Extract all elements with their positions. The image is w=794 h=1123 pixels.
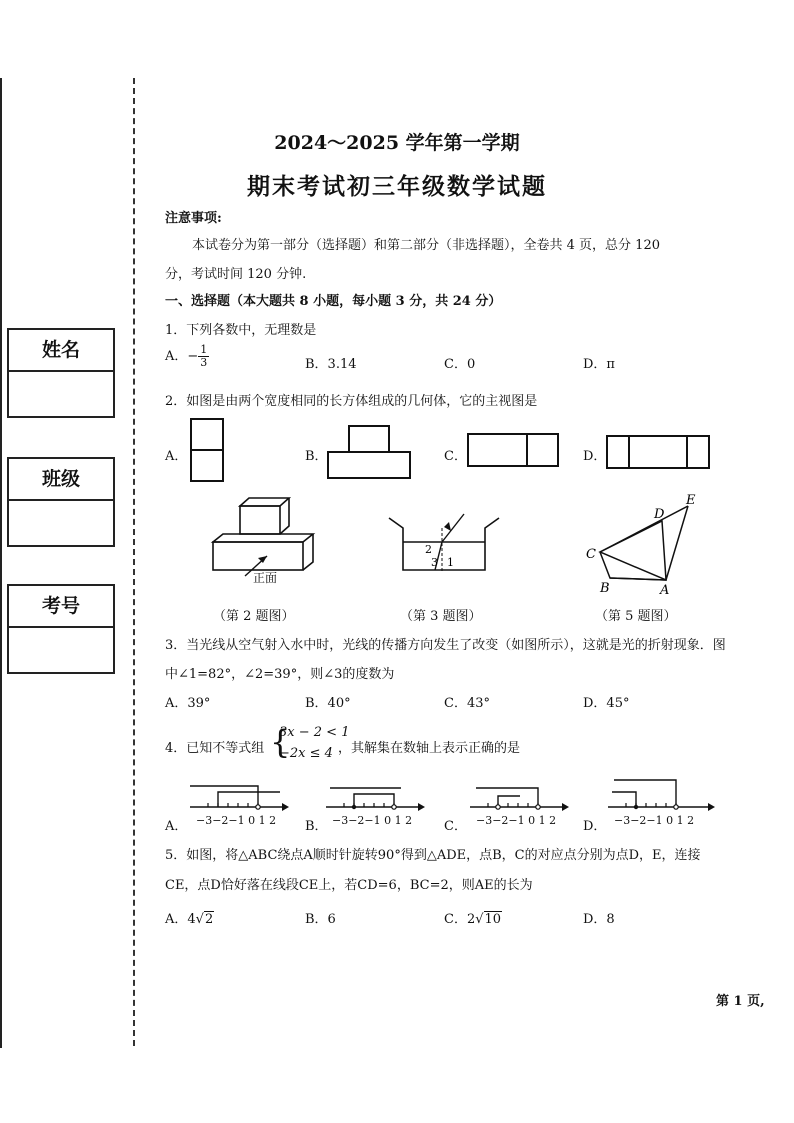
q4-option-b-label: B． <box>305 819 328 834</box>
q3-stem-line-2: 中∠1=82°，∠2=39°，则∠3的度数为 <box>165 667 395 682</box>
q5-option-b: B．6 <box>305 912 336 927</box>
q2-stem: 2．如图是由两个宽度相同的长方体组成的几何体，它的主视图是 <box>165 394 538 409</box>
figure-5-point-c: C <box>586 547 596 562</box>
q3-option-d: D．45° <box>583 696 630 711</box>
q4-option-a-label: A． <box>165 819 188 834</box>
q1-option-a-fraction <box>198 344 209 369</box>
q5-option-d: D．8 <box>583 912 615 927</box>
q3-option-b: B．40° <box>305 696 351 711</box>
binding-dashed-line <box>133 78 135 1046</box>
class-field-box[interactable] <box>7 457 115 547</box>
q2-option-a-label: A． <box>165 449 188 464</box>
figure-5-triangles <box>580 493 710 598</box>
figure-5-point-d: D <box>654 507 665 522</box>
notice-heading: 注意事项: <box>165 211 222 226</box>
q2-option-b-figure <box>327 425 413 481</box>
figure-3-angle-2-label: 2 <box>425 543 432 556</box>
q4-option-a-ticks: −3−2−1 0 1 2 <box>196 814 277 827</box>
q1-option-a-sign: − <box>187 349 199 364</box>
exam-number-field-box[interactable] <box>7 584 115 674</box>
q2-option-c-figure <box>467 433 561 469</box>
page-number: 第 1 页, <box>716 994 765 1009</box>
q5-option-c-label: C． <box>444 912 467 927</box>
q3-option-c: C．43° <box>444 696 490 711</box>
q5-stem-line-2: CE，点D恰好落在线段CE上，若CD=6，BC=2，则AE的长为 <box>165 878 533 893</box>
q4-option-a-numberline <box>190 780 290 810</box>
q3-stem-line-1: 3．当光线从空气射入水中时，光线的传播方向发生了改变（如图所示），这就是光的折射现象．图 <box>165 638 726 653</box>
figure-5-point-b: B <box>600 581 610 596</box>
q4-inequality-2: −2x ≤ 4 <box>279 746 333 761</box>
figure-3-angle-1-label: 1 <box>447 556 454 569</box>
name-field-label: 姓名 <box>9 330 113 372</box>
q4-option-b-ticks: −3−2−1 0 1 2 <box>332 814 413 827</box>
name-field-box[interactable] <box>7 328 115 418</box>
q5-stem-line-1: 5．如图，将△ABC绕点A顺时针旋转90°得到△ADE，点B，C的对应点分别为点D，E，连接 <box>165 848 701 863</box>
q2-option-d-label: D． <box>583 449 607 464</box>
q5-option-a: A．4√2 <box>165 912 214 927</box>
q4-option-b-numberline <box>326 780 426 810</box>
notice-line-1: 本试卷分为第一部分（选择题）和第二部分（非选择题），全卷共 4 页，总分 120 <box>192 238 660 253</box>
figure-5-point-a: A <box>660 583 670 598</box>
q4-stem-prefix: 4．已知不等式组 <box>165 741 265 756</box>
q2-option-d-figure <box>606 435 712 471</box>
q1-option-c: C．0 <box>444 357 476 372</box>
q4-stem-suffix: ，其解集在数轴上表示正确的是 <box>338 741 521 756</box>
figure-2-front-label: 正面 <box>253 571 278 585</box>
exam-term-title: 2024～2025 学年第一学期 <box>274 132 520 154</box>
exam-number-field-label: 考号 <box>9 586 113 628</box>
figure-3-angle-3-label: 3 <box>431 556 438 569</box>
notice-line-2: 分，考试时间 120 分钟. <box>165 267 307 282</box>
section-1-heading: 一、选择题（本大题共 8 小题，每小题 3 分，共 24 分） <box>165 294 502 309</box>
q5-option-c-coefficient: 2 <box>466 912 476 927</box>
q2-option-b-label: B． <box>305 449 328 464</box>
left-margin-rule <box>0 78 2 1048</box>
q1-option-a-label: A． <box>165 349 188 364</box>
q4-inequality-1: 3x − 2 < 1 <box>279 725 350 740</box>
fraction-denominator: 3 <box>200 356 208 369</box>
q1-stem: 1．下列各数中，无理数是 <box>165 323 317 338</box>
q4-system-brace: { <box>270 723 291 761</box>
q4-option-d-ticks: −3−2−1 0 1 2 <box>614 814 695 827</box>
q1-option-d: D．π <box>583 357 615 372</box>
q4-option-c-label: C． <box>444 819 467 834</box>
fraction-numerator: 1 <box>200 343 208 356</box>
q4-option-d-numberline <box>608 776 718 810</box>
q1-option-a <box>165 344 209 369</box>
exam-main-title: 期末考试初三年级数学试题 <box>247 173 547 200</box>
q4-option-c-numberline <box>470 780 570 810</box>
q5-option-a-label: A． <box>165 912 188 927</box>
q4-option-c-ticks: −3−2−1 0 1 2 <box>476 814 557 827</box>
figure-2-caption: （第 2 题图） <box>213 609 295 624</box>
figure-5-caption: （第 5 题图） <box>595 609 677 624</box>
class-field-label: 班级 <box>9 459 113 501</box>
q1-option-b: B．3.14 <box>305 357 357 372</box>
q5-option-a-radicand: 2 <box>204 912 214 927</box>
figure-5-point-e: E <box>686 493 696 508</box>
q5-option-a-coefficient: 4 <box>187 912 196 927</box>
figure-3-caption: （第 3 题图） <box>400 609 482 624</box>
figure-3-refraction <box>385 508 505 578</box>
q4-option-d-label: D． <box>583 819 607 834</box>
q5-option-c: C．2√10 <box>444 912 502 927</box>
q5-option-c-radicand: 10 <box>484 912 502 927</box>
q2-option-a-figure <box>190 418 226 484</box>
q2-option-c-label: C． <box>444 449 467 464</box>
q3-option-a: A．39° <box>165 696 211 711</box>
